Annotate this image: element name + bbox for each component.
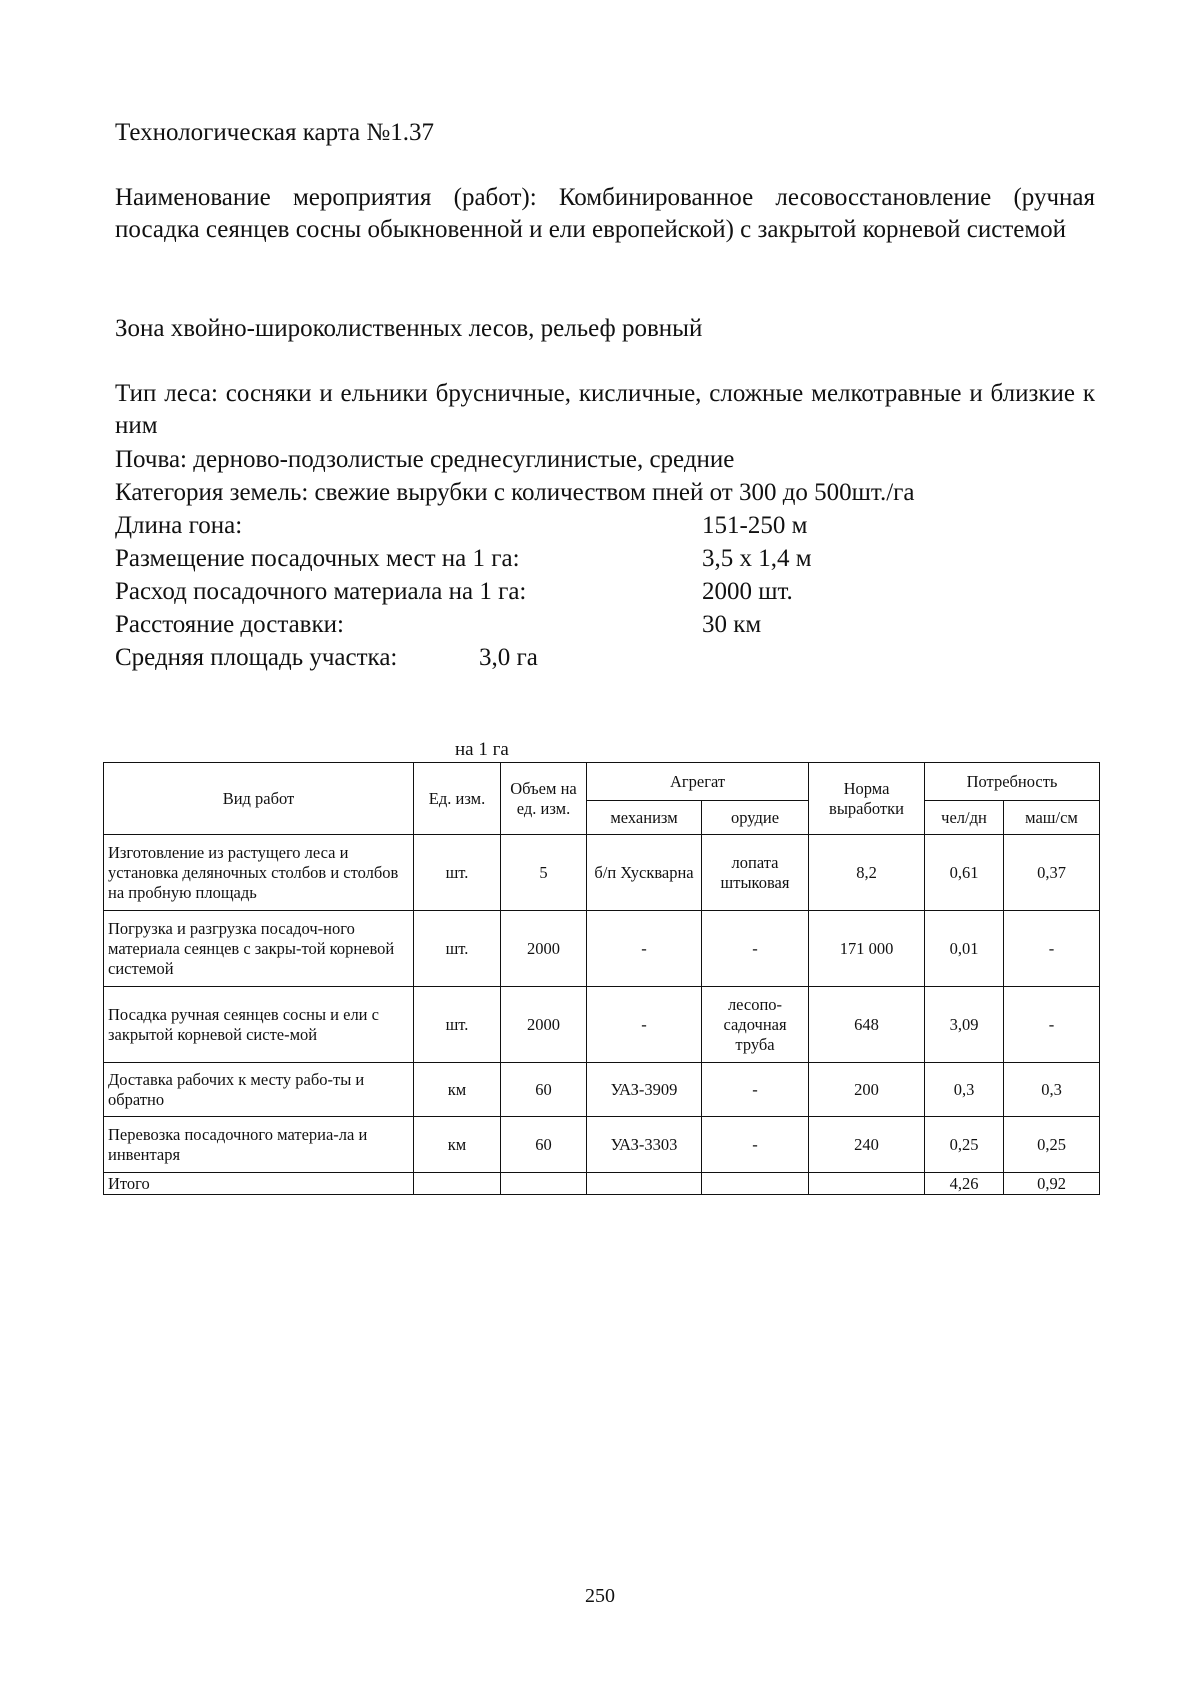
cell-machine-shifts: -	[1004, 911, 1100, 987]
header-norm: Норма выработки	[809, 763, 925, 835]
header-work-type: Вид работ	[104, 763, 414, 835]
cell-machine-shifts: 0,37	[1004, 835, 1100, 911]
cell-tool: лопата штыковая	[702, 835, 809, 911]
param-row	[115, 510, 1095, 542]
param-label: Расход посадочного материала на 1 га:	[115, 578, 527, 605]
cell-volume: 60	[501, 1063, 587, 1117]
param-label: Размещение посадочных мест на 1 га:	[115, 545, 520, 572]
table-row	[104, 1117, 1100, 1173]
cell-volume: 2000	[501, 911, 587, 987]
table-row	[104, 987, 1100, 1063]
cell-tool: -	[702, 1063, 809, 1117]
cell-norm: 8,2	[809, 835, 925, 911]
empty-cell	[414, 1173, 501, 1195]
soil: Почва: дерново-подзолистые среднесуглинистые, средние	[115, 446, 735, 473]
cell-man-days: 0,25	[925, 1117, 1004, 1173]
header-need: Потребность	[925, 763, 1100, 801]
cell-volume: 5	[501, 835, 587, 911]
cell-mechanism: б/п Хускварна	[587, 835, 702, 911]
cell-tool: -	[702, 911, 809, 987]
header-mechanism: механизм	[587, 801, 702, 835]
forest-type: Тип леса: сосняки и ельники брусничные, кисличные, сложные мелкотравные и близкие к ним	[115, 380, 1095, 439]
header-volume: Объем на ед. изм.	[501, 763, 587, 835]
cell-mechanism: -	[587, 911, 702, 987]
cell-unit: км	[414, 1117, 501, 1173]
empty-cell	[501, 1173, 587, 1195]
header-aggregate: Агрегат	[587, 763, 809, 801]
area-value: 3,0 га	[479, 644, 538, 671]
param-row	[115, 576, 1095, 608]
empty-cell	[702, 1173, 809, 1195]
cell-mechanism: УАЗ-3303	[587, 1117, 702, 1173]
area-label: Средняя площадь участка:	[115, 644, 398, 671]
table-row	[104, 911, 1100, 987]
cell-work: Изготовление из растущего леса и установка деляночных столбов и столбов на пробную площадь	[104, 835, 414, 911]
total-man-days: 4,26	[925, 1173, 1004, 1195]
cell-man-days: 0,61	[925, 835, 1004, 911]
cell-man-days: 0,01	[925, 911, 1004, 987]
cell-unit: шт.	[414, 835, 501, 911]
param-row	[115, 543, 1095, 575]
cell-unit: км	[414, 1063, 501, 1117]
header-tool: орудие	[702, 801, 809, 835]
cell-volume: 2000	[501, 987, 587, 1063]
cell-man-days: 3,09	[925, 987, 1004, 1063]
cell-tool: лесопо-садочная труба	[702, 987, 809, 1063]
header-unit: Ед. изм.	[414, 763, 501, 835]
cell-volume: 60	[501, 1117, 587, 1173]
cell-unit: шт.	[414, 911, 501, 987]
cell-unit: шт.	[414, 987, 501, 1063]
cell-mechanism: -	[587, 987, 702, 1063]
empty-cell	[587, 1173, 702, 1195]
cell-work: Погрузка и разгрузка посадоч-ного материала сеянцев с закры-той корневой системой	[104, 911, 414, 987]
param-value: 151-250 м	[702, 512, 808, 539]
cell-work: Посадка ручная сеянцев сосны и ели с закрытой корневой систе-мой	[104, 987, 414, 1063]
table-row	[104, 1063, 1100, 1117]
cell-man-days: 0,3	[925, 1063, 1004, 1117]
cell-work: Доставка рабочих к месту рабо-ты и обратно	[104, 1063, 414, 1117]
param-label: Длина гона:	[115, 512, 243, 539]
param-row	[115, 609, 1095, 641]
cell-norm: 648	[809, 987, 925, 1063]
page-title: Технологическая карта №1.37	[115, 119, 434, 146]
cell-work: Перевозка посадочного материа-ла и инвентаря	[104, 1117, 414, 1173]
cell-machine-shifts: 0,3	[1004, 1063, 1100, 1117]
work-table	[103, 762, 1100, 1195]
cell-machine-shifts: 0,25	[1004, 1117, 1100, 1173]
zone: Зона хвойно-широколиственных лесов, рельеф ровный	[115, 315, 703, 342]
param-label: Расстояние доставки:	[115, 611, 344, 638]
total-machine-shifts: 0,92	[1004, 1173, 1100, 1195]
empty-cell	[809, 1173, 925, 1195]
cell-norm: 240	[809, 1117, 925, 1173]
cell-norm: 200	[809, 1063, 925, 1117]
cell-mechanism: УАЗ-3909	[587, 1063, 702, 1117]
param-value: 30 км	[702, 611, 762, 638]
cell-machine-shifts: -	[1004, 987, 1100, 1063]
area-row	[115, 642, 1095, 674]
work-name: Наименование мероприятия (работ): Комбинированное лесовосстановление (ручная посадка сеянцев сосны обыкновенной и ели европейской) с закрытой корневой системой	[115, 184, 1095, 243]
total-row	[104, 1173, 1100, 1195]
header-man-days: чел/дн	[925, 801, 1004, 835]
land-category: Категория земель: свежие вырубки с количеством пней от 300 до 500шт./га	[115, 479, 915, 506]
param-value: 2000 шт.	[702, 578, 793, 605]
total-label: Итого	[104, 1173, 414, 1195]
table-row	[104, 835, 1100, 911]
header-machine-shifts: маш/см	[1004, 801, 1100, 835]
table-caption: на 1 га	[455, 739, 509, 760]
page-number: 250	[585, 1585, 615, 1607]
cell-tool: -	[702, 1117, 809, 1173]
param-value: 3,5 х 1,4 м	[702, 545, 812, 572]
cell-norm: 171 000	[809, 911, 925, 987]
